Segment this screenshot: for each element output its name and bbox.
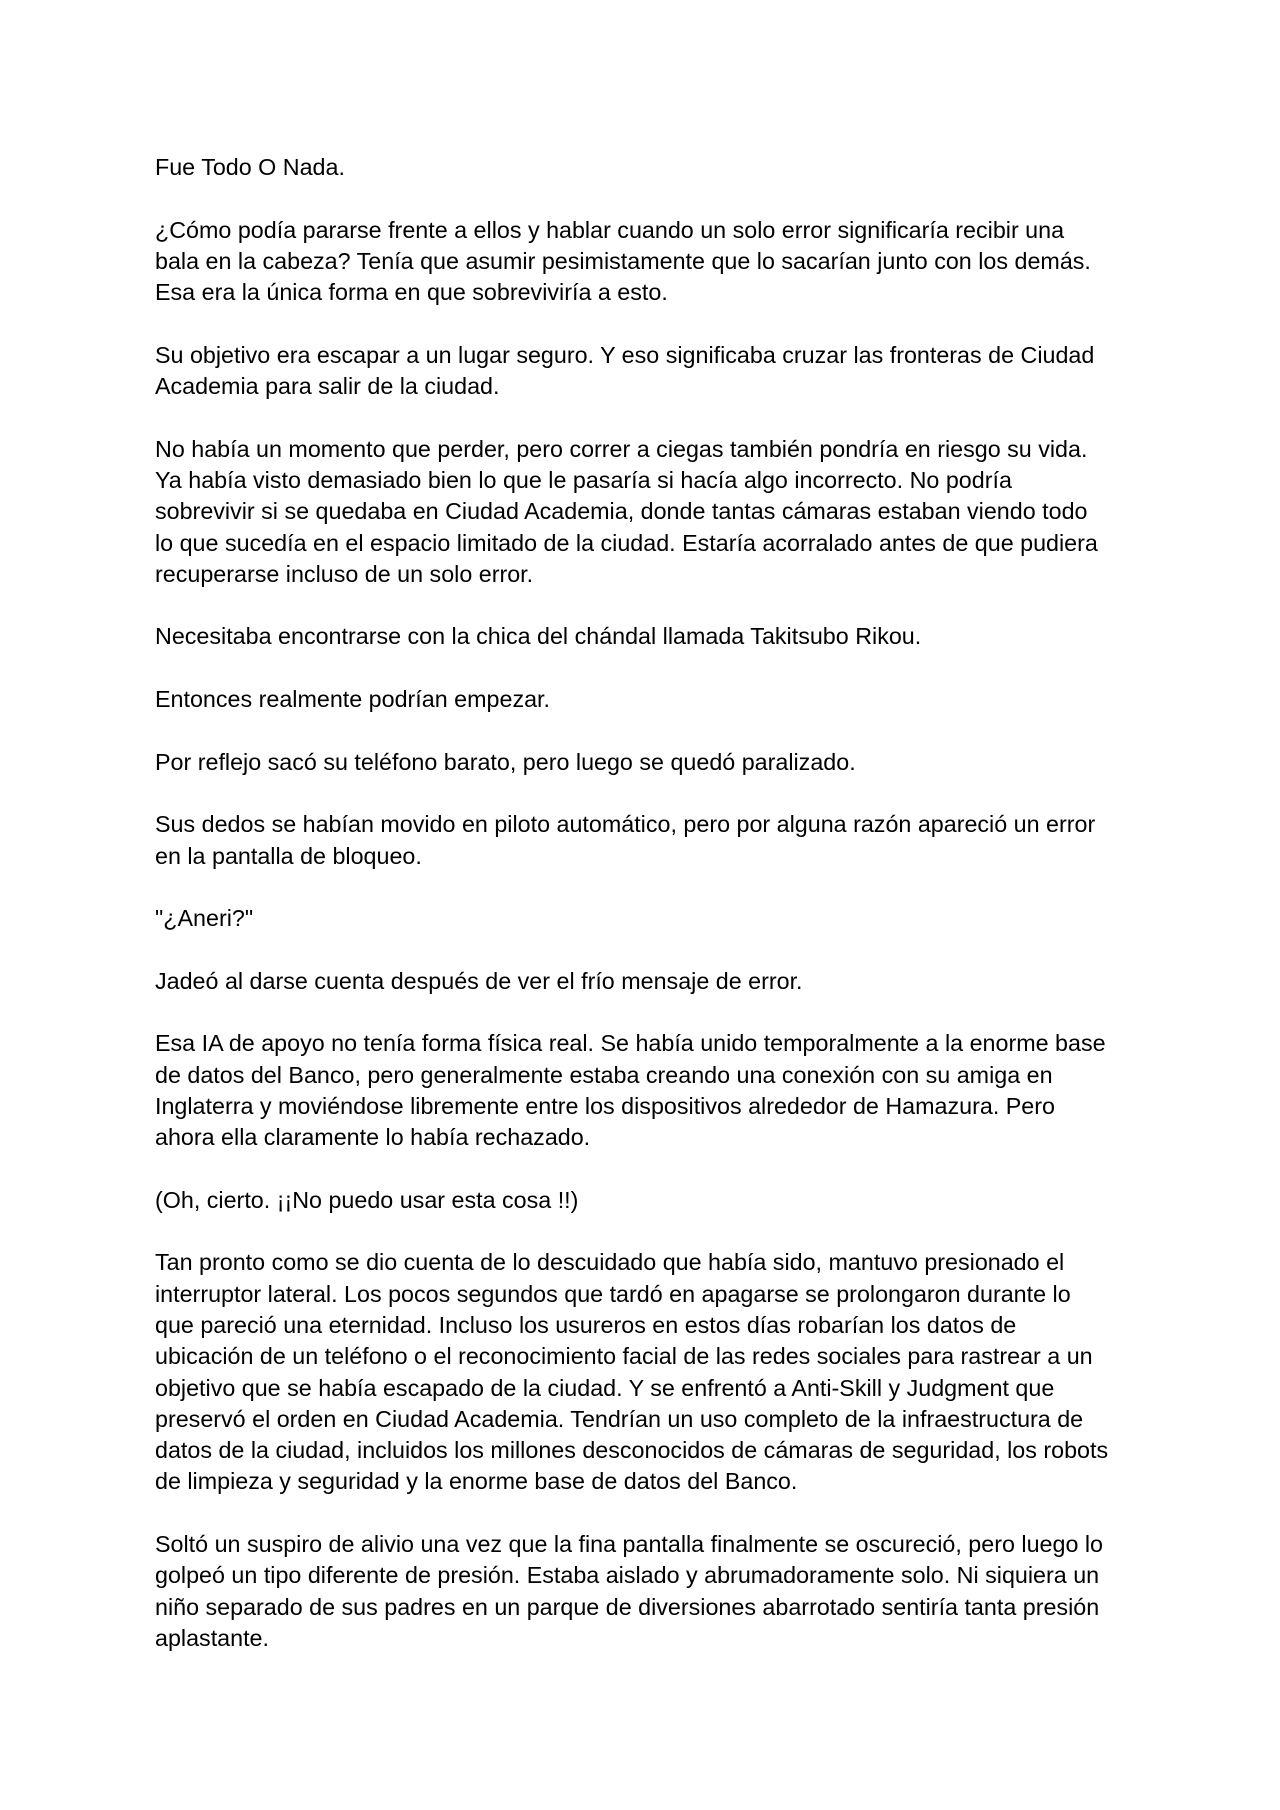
paragraph-14: [155, 1529, 1255, 1654]
text-line: objetivo que se había escapado de la ciudad. Y se enfrentó a Anti-Skill y Judgment que: [155, 1374, 1055, 1401]
text-line: recuperarse incluso de un solo error.: [155, 560, 534, 587]
text-line: No había un momento que perder, pero correr a ciegas también pondría en riesgo su vida.: [155, 435, 1088, 462]
text-line: ubicación de un teléfono o el reconocimiento facial de las redes sociales para rastrear a un: [155, 1343, 1093, 1370]
text-line: niño separado de sus padres en un parque de diversiones abarrotado sentiría tanta presión: [155, 1593, 1100, 1620]
text-line: preservó el orden en Ciudad Academia. Tendrían un uso completo de la infraestructura de: [155, 1405, 1084, 1432]
paragraph-title: [155, 152, 1255, 183]
text-line: aplastante.: [155, 1624, 269, 1651]
text-line: interruptor lateral. Los pocos segundos que tardó en apagarse se prolongaron durante lo: [155, 1280, 1071, 1307]
document-body: [155, 152, 1255, 1654]
paragraph-6: [155, 684, 1255, 715]
paragraph-9: [155, 903, 1255, 934]
text-line: en la pantalla de bloqueo.: [155, 842, 422, 869]
text-line: datos de la ciudad, incluidos los millones desconocidos de cámaras de seguridad, los robots: [155, 1437, 1109, 1464]
text-line: Esa IA de apoyo no tenía forma física real. Se había unido temporalmente a la enorme base: [155, 1030, 1106, 1057]
paragraph-11: [155, 1028, 1255, 1153]
paragraph-4: [155, 434, 1255, 590]
thought-line: (Oh, cierto. ¡¡No puedo usar esta cosa !!): [155, 1186, 579, 1213]
text-line: golpeó un tipo diferente de presión. Estaba aislado y abrumadoramente solo. Ni siquiera un: [155, 1562, 1100, 1589]
text-line: de limpieza y seguridad y la enorme base de datos del Banco.: [155, 1468, 798, 1495]
text-line: Entonces realmente podrían empezar.: [155, 686, 550, 713]
text-line: Esa era la única forma en que sobreviviría a esto.: [155, 279, 668, 306]
text-line: Tan pronto como se dio cuenta de lo descuidado que había sido, mantuvo presionado el: [155, 1249, 1065, 1276]
paragraph-3: [155, 340, 1255, 403]
text-line: lo que sucedía en el espacio limitado de la ciudad. Estaría acorralado antes de que pudiera: [155, 529, 1098, 556]
document-title: Fue Todo O Nada.: [155, 154, 345, 180]
paragraph-13: [155, 1247, 1255, 1497]
paragraph-2: [155, 215, 1255, 309]
paragraph-8: [155, 809, 1255, 872]
paragraph-5: [155, 621, 1255, 652]
text-line: Jadeó al darse cuenta después de ver el frío mensaje de error.: [155, 967, 803, 994]
text-line: ¿Cómo podía pararse frente a ellos y hablar cuando un solo error significaría recibir una: [155, 216, 1065, 243]
text-line: de datos del Banco, pero generalmente estaba creando una conexión con su amiga en: [155, 1061, 1053, 1088]
text-line: Por reflejo sacó su teléfono barato, pero luego se quedó paralizado.: [155, 748, 856, 775]
text-line: sobrevivir si se quedaba en Ciudad Academia, donde tantas cámaras estaban viendo todo: [155, 498, 1088, 525]
text-line: bala en la cabeza? Tenía que asumir pesimistamente que lo sacarían junto con los demás.: [155, 247, 1091, 274]
paragraph-7: [155, 747, 1255, 778]
text-line: Sus dedos se habían movido en piloto automático, pero por alguna razón apareció un error: [155, 811, 1096, 838]
text-line: Inglaterra y moviéndose libremente entre los dispositivos alrededor de Hamazura. Pero: [155, 1092, 1055, 1119]
text-line: Academia para salir de la ciudad.: [155, 373, 500, 400]
text-line: Necesitaba encontrarse con la chica del chándal llamada Takitsubo Rikou.: [155, 623, 922, 650]
dialogue-line: "¿Aneri?": [155, 905, 254, 932]
text-line: ahora ella claramente lo había rechazado.: [155, 1124, 591, 1151]
paragraph-10: [155, 966, 1255, 997]
paragraph-12: [155, 1185, 1255, 1216]
text-line: Soltó un suspiro de alivio una vez que la fina pantalla finalmente se oscureció, pero luego lo: [155, 1531, 1104, 1558]
text-line: Ya había visto demasiado bien lo que le pasaría si hacía algo incorrecto. No podría: [155, 466, 1012, 493]
text-line: Su objetivo era escapar a un lugar seguro. Y eso significaba cruzar las fronteras de Ciudad: [155, 341, 1095, 368]
text-line: que pareció una eternidad. Incluso los usureros en estos días robarían los datos de: [155, 1311, 1017, 1338]
